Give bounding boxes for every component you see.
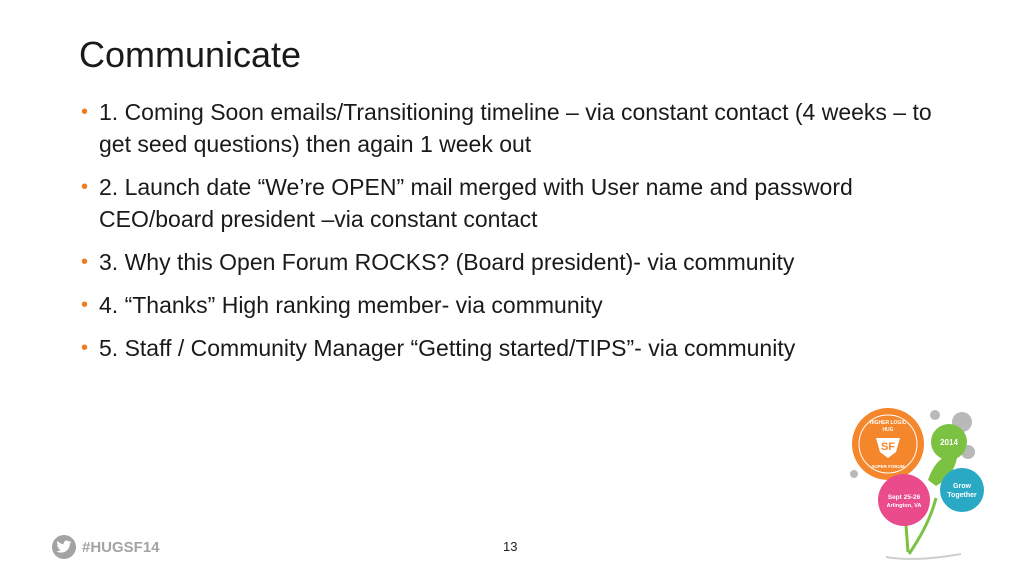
- logo-together: Together: [947, 492, 977, 499]
- bullet-item: [79, 96, 959, 160]
- bullet-list: [79, 96, 959, 375]
- hug-super-forum-logo: [846, 402, 986, 562]
- logo-sf-text: SF: [880, 441, 896, 453]
- bullet-text: 3. Why this Open Forum ROCKS? (Board president)- via community: [99, 249, 795, 275]
- logo-bottom-text: SUPER FORUM: [871, 464, 905, 469]
- page-number: 13: [503, 539, 518, 554]
- bullet-item: [79, 289, 959, 321]
- logo-top-text: HIGHER LOGIC: [869, 420, 907, 426]
- bullet-dot: •: [81, 101, 89, 123]
- logo-hug-text: HUG: [882, 427, 894, 433]
- logo-year: 2014: [940, 438, 958, 447]
- bullet-item: [79, 246, 959, 278]
- logo-location: Arlington, VA: [886, 503, 922, 509]
- logo-dates: Sept 25-26: [887, 494, 921, 501]
- bullet-dot: •: [81, 337, 89, 359]
- bullet-item: [79, 171, 959, 235]
- bullet-text: 1. Coming Soon emails/Transitioning timeline – via constant contact (4 weeks – to get seed questions) then again 1 week out: [99, 99, 932, 157]
- bullet-dot: •: [81, 251, 89, 273]
- bullet-dot: •: [81, 176, 89, 198]
- bullet-text: 5. Staff / Community Manager “Getting started/TIPS”- via community: [99, 335, 796, 361]
- bullet-dot: •: [81, 294, 89, 316]
- logo-grow: Grow: [953, 483, 971, 490]
- bullet-item: [79, 332, 959, 364]
- hashtag-text: #HUGSF14: [82, 538, 160, 556]
- bullet-text: 2. Launch date “We’re OPEN” mail merged with User name and password CEO/board president –via constant contact: [99, 174, 853, 232]
- slide-title: Communicate: [79, 34, 302, 75]
- bullet-text: 4. “Thanks” High ranking member- via community: [99, 292, 603, 318]
- twitter-hashtag: [52, 535, 160, 559]
- twitter-icon: [52, 535, 76, 559]
